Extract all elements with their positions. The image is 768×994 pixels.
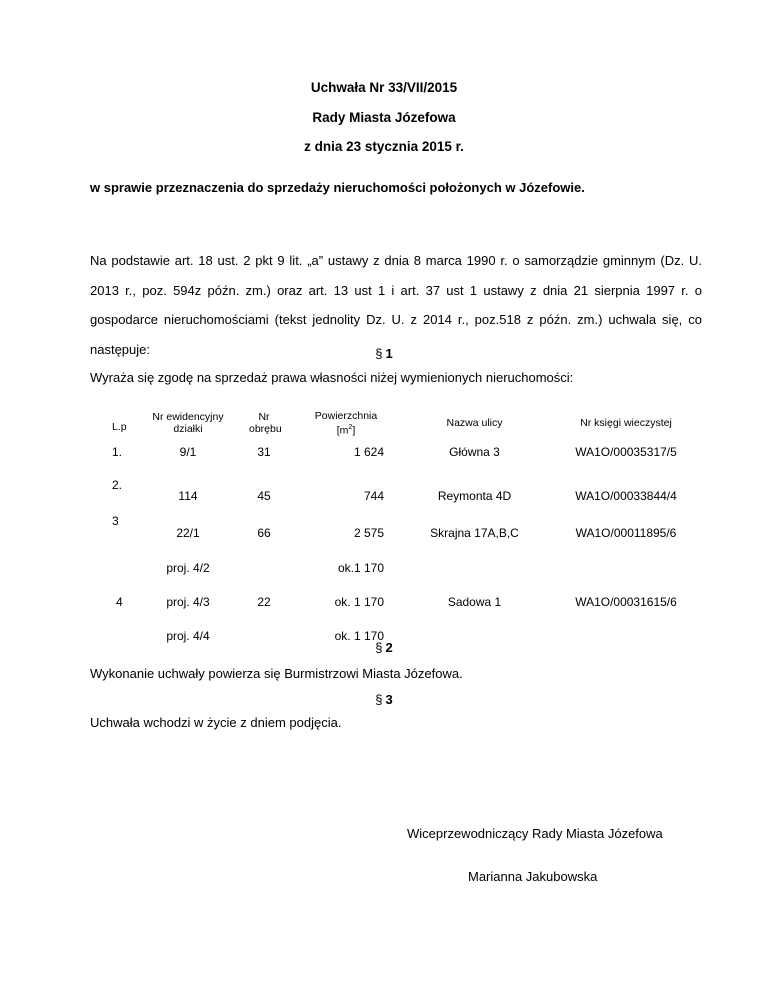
row-plot-number: 114 (178, 489, 198, 503)
section-sign-icon: § (375, 640, 383, 655)
paragraph-2-number: 2 (385, 640, 393, 655)
properties-table (106, 401, 703, 653)
paragraph-2-text: Wykonanie uchwały powierza się Burmistrzowi Miasta Józefowa. (90, 666, 463, 681)
resolution-subject: w sprawie przeznaczenia do sprzedaży nieruchomości położonych w Józefowie. (90, 180, 585, 195)
row-land-register: WA1O/00035317/5 (575, 445, 677, 459)
row-area: 2 575 (353, 525, 384, 540)
row-precinct-number: 22 (257, 595, 271, 609)
header-lp: L.p (112, 421, 127, 433)
paragraph-3-heading (0, 692, 768, 707)
section-sign-icon: § (375, 692, 383, 707)
row-plot-number: 22/1 (176, 525, 200, 540)
row-lp: 1. (112, 445, 123, 459)
row-precinct-number: 66 (257, 525, 271, 540)
resolution-date: z dnia 23 stycznia 2015 r. (304, 139, 464, 154)
row-area: 744 (363, 489, 384, 503)
row-street: Skrajna 17A,B,C (430, 525, 519, 540)
row-plot-number: proj. 4/2 (166, 561, 210, 575)
row-land-register: WA1O/00031615/6 (575, 595, 677, 609)
table-header-row (106, 401, 703, 445)
row-plot-number: 9/1 (179, 445, 197, 459)
paragraph-2-heading (0, 640, 768, 655)
row-plot-number: proj. 4/4 (166, 629, 210, 643)
council-name: Rady Miasta Józefowa (312, 110, 456, 125)
row-plot-number: proj. 4/3 (166, 595, 210, 609)
row-lp: 2. (112, 478, 123, 492)
header-plot-number: Nr ewidencyjny działki (152, 411, 224, 435)
row-area: ok.1 170 (337, 561, 384, 575)
row-precinct-number: 45 (257, 489, 271, 503)
row-area: 1 624 (353, 445, 384, 459)
signatory-role: Wiceprzewodniczący Rady Miasta Józefowa (407, 826, 663, 841)
row-land-register: WA1O/00033844/4 (575, 489, 677, 503)
row-area: ok. 1 170 (334, 595, 384, 609)
table-row (106, 514, 703, 551)
row-lp: 4 (116, 595, 123, 609)
resolution-number: Uchwała Nr 33/VII/2015 (310, 80, 458, 95)
table-row (106, 445, 703, 478)
legal-basis-paragraph: Na podstawie art. 18 ust. 2 pkt 9 lit. „a” ustawy z dnia 8 marca 1990 r. o samorządzie gminnym (Dz. U. 2013 r., poz. 594z późn. zm.) oraz art. 13 ust 1 i art. 37 ust 1 ustawy z dnia 21 sierpnia 1997 r. o gospodarce nieruchomościami (tekst jednolity Dz. U. z 2014 r., poz.518 z późn. zm.) uchwala się, co następuje: (90, 253, 702, 357)
table-row (106, 478, 703, 514)
row-street: Reymonta 4D (437, 489, 512, 503)
header-precinct-number: Nr obrębu (249, 411, 282, 435)
paragraph-3-number: 3 (385, 692, 393, 707)
paragraph-1-heading (0, 346, 768, 361)
header-street: Nazwa ulicy (446, 417, 503, 429)
row-area: ok. 1 170 (334, 629, 384, 643)
header-area: Powierzchnia $[m^2]$ (314, 409, 378, 437)
row-land-register: WA1O/00011895/6 (575, 525, 677, 540)
row-lp: 3 (112, 514, 119, 528)
paragraph-1-number: 1 (385, 346, 393, 361)
row-street: Główna 3 (449, 445, 500, 459)
row-precinct-number: 31 (257, 445, 271, 459)
paragraph-3-text: Uchwała wchodzi w życie z dniem podjęcia. (90, 715, 342, 730)
row-street: Sadowa 1 (447, 595, 502, 609)
paragraph-1-text: Wyraża się zgodę na sprzedaż prawa własności niżej wymienionych nieruchomości: (90, 370, 574, 385)
table-row (106, 551, 703, 585)
section-sign-icon: § (375, 346, 383, 361)
signatory-name: Marianna Jakubowska (468, 869, 598, 884)
header-land-register: Nr księgi wieczystej (580, 417, 672, 429)
